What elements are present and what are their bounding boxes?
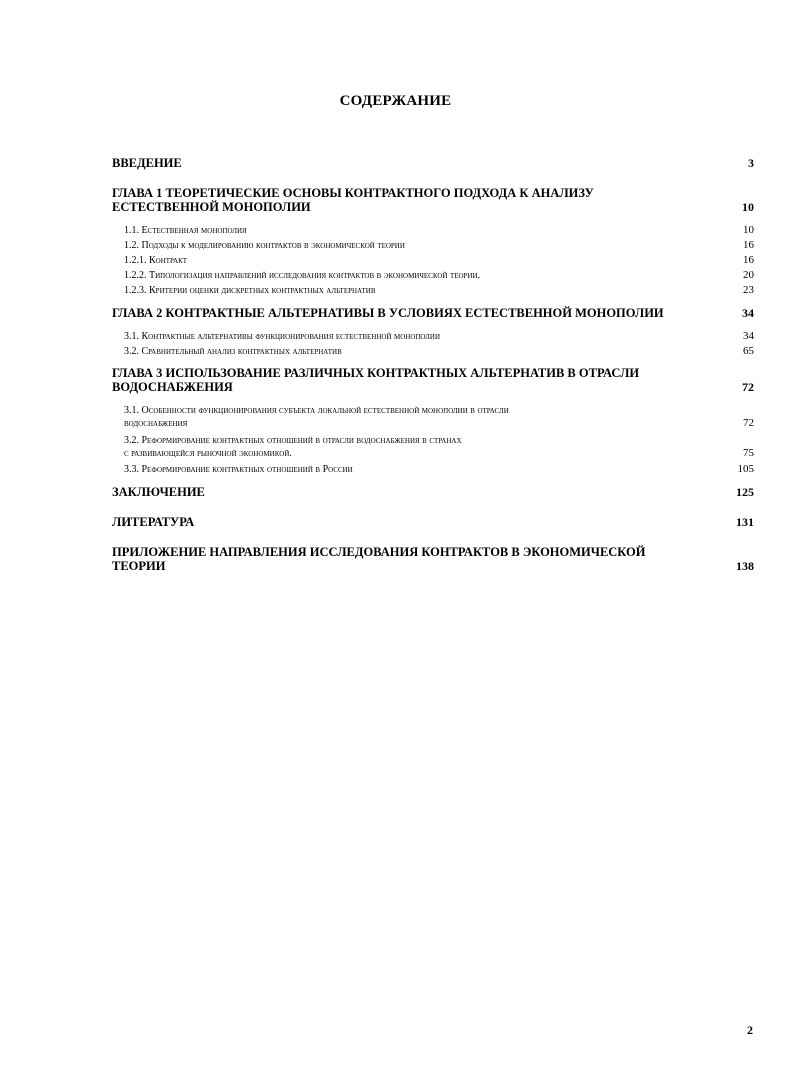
toc-page-number: 125 <box>736 485 754 499</box>
toc-entry-label: с развивающейся рыночной экономикой. <box>124 448 292 459</box>
toc-entry-literature[interactable] <box>112 515 754 529</box>
toc-entry-label: ВОДОСНАБЖЕНИЯ <box>112 380 233 394</box>
page-title: СОДЕРЖАНИЕ <box>339 93 452 109</box>
toc-entry-3-2-b[interactable] <box>112 434 754 460</box>
toc-entry-3-1-a[interactable] <box>112 330 754 343</box>
toc-entry-label: ГЛАВА 1 ТЕОРЕТИЧЕСКИЕ ОСНОВЫ КОНТРАКТНОГО ПОДХОДА К АНАЛИЗУ <box>112 186 594 200</box>
toc-page-number: 72 <box>742 380 754 394</box>
toc-entry-1-2-2[interactable] <box>112 269 754 282</box>
toc-page-number: 131 <box>736 515 754 529</box>
toc-entry-label: ЗАКЛЮЧЕНИЕ <box>112 485 205 499</box>
toc-entry-1-2[interactable] <box>112 239 754 252</box>
toc-entry-label: ПРИЛОЖЕНИЕ НАПРАВЛЕНИЯ ИССЛЕДОВАНИЯ КОНТРАКТОВ В ЭКОНОМИЧЕСКОЙ <box>112 545 646 559</box>
toc-entry-1-2-1[interactable] <box>112 254 754 267</box>
toc-entry-chapter-2[interactable] <box>112 306 754 320</box>
toc-entry-appendix[interactable] <box>112 545 754 573</box>
toc-page-number: 65 <box>743 345 754 357</box>
toc-entry-label: 1.2.3. Критерии оценки дискретных контрактных альтернатив <box>124 285 376 296</box>
toc-entry-label: водоснабжения <box>124 418 188 429</box>
toc-entry-label: 3.2. Сравнительный анализ контрактных альтернатив <box>124 346 342 357</box>
toc-entry-label: ЛИТЕРАТУРА <box>112 515 195 529</box>
toc-entry-label: ЕСТЕСТВЕННОЙ МОНОПОЛИИ <box>112 200 311 214</box>
page-number: 2 <box>747 1023 753 1037</box>
toc-entry-3-2-a[interactable] <box>112 345 754 358</box>
toc-entry-chapter-3[interactable] <box>112 366 754 394</box>
toc-page-number: 10 <box>743 224 754 236</box>
toc-page-number: 34 <box>743 330 754 342</box>
toc-page-number: 16 <box>743 239 754 251</box>
toc-entry-3-1-b[interactable] <box>112 404 754 430</box>
toc-page-number: 75 <box>743 447 754 459</box>
toc-page-number: 23 <box>743 284 754 296</box>
toc-entry-label: 3.3. Реформирование контрактных отношений в России <box>124 464 353 475</box>
toc-page-number: 20 <box>743 269 754 281</box>
toc-page-number: 34 <box>742 306 754 320</box>
toc-entry-conclusion[interactable] <box>112 485 754 499</box>
toc-entry-introduction[interactable] <box>112 156 754 170</box>
toc-entry-label: ГЛАВА 2 КОНТРАКТНЫЕ АЛЬТЕРНАТИВЫ В УСЛОВИЯХ ЕСТЕСТВЕННОЙ МОНОПОЛИИ <box>112 306 664 320</box>
toc-entry-chapter-1[interactable] <box>112 186 754 214</box>
toc-page-number: 10 <box>742 200 754 214</box>
toc-page-number: 72 <box>743 417 754 429</box>
toc-entry-label: 3.2. Реформирование контрактных отношений в отрасли водоснабжения в странах <box>124 435 462 446</box>
toc-page-number: 138 <box>736 559 754 573</box>
toc-entry-3-3[interactable] <box>112 463 754 476</box>
toc-page-number: 16 <box>743 254 754 266</box>
toc-entry-label: ГЛАВА 3 ИСПОЛЬЗОВАНИЕ РАЗЛИЧНЫХ КОНТРАКТНЫХ АЛЬТЕРНАТИВ В ОТРАСЛИ <box>112 366 640 380</box>
toc-entry-label: ТЕОРИИ <box>112 559 166 573</box>
toc-page-number: 3 <box>748 156 754 170</box>
toc-entry-label: 3.1. Особенности функционирования субъекта локальной естественной монополии в отрасли <box>124 405 509 416</box>
toc-entry-label: 1.2. Подходы к моделированию контрактов в экономической теории <box>124 240 405 251</box>
toc-entry-label: 1.1. Естественная монополия <box>124 225 247 236</box>
toc-entry-1-2-3[interactable] <box>112 284 754 297</box>
toc-entry-label: 1.2.1. Контракт <box>124 255 188 266</box>
toc-page-number: 105 <box>737 463 754 475</box>
toc-entry-label: 1.2.2. Типологизация направлений исследования контрактов в экономической теории. <box>124 270 481 281</box>
toc-entry-label: ВВЕДЕНИЕ <box>112 156 182 170</box>
toc-entry-1-1[interactable] <box>112 224 754 237</box>
toc-entry-label: 3.1. Контрактные альтернативы функционирования естественной монополии <box>124 331 440 342</box>
